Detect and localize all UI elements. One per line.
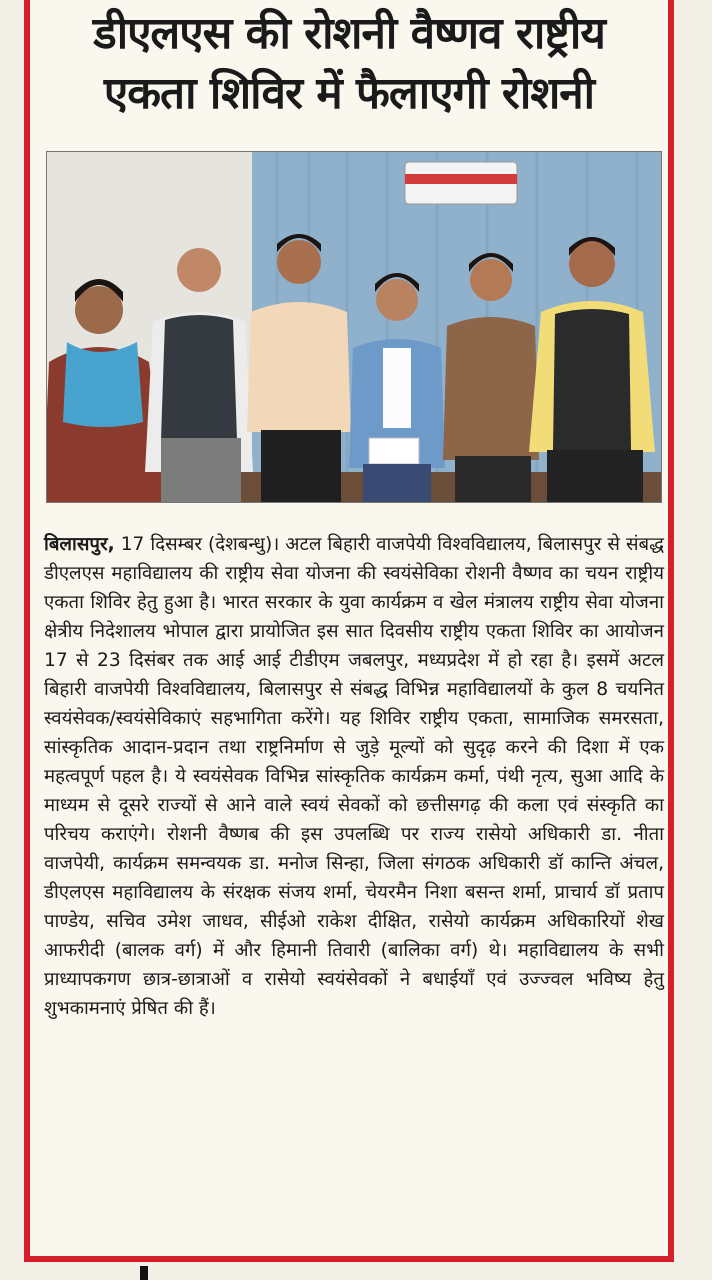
next-article-fragment (140, 1266, 148, 1280)
article-text: 17 दिसम्बर (देशबन्धु)। अटल बिहारी वाजपेयी विश्वविद्यालय, बिलासपुर से संबद्ध डीएलएस महाविद्यालय की राष्ट्रीय सेवा योजना की स्वयंसेविका रोशनी वैष्णव का चयन राष्ट्रीय एकता शिविर हेतु हुआ है। भारत सरकार के युवा कार्यक्रम व खेल मंत्रालय राष्ट्रीय सेवा योजना क्षेत्रीय निदेशालय भोपाल द्वारा प्रायोजित इस सात दिवसीय राष्ट्रीय एकता शिविर का आयोजन 17 से 23 दिसंबर तक आई आई टीडीएम जबलपुर, मध्यप्रदेश में हो रहा है। इसमें अटल बिहारी वाजपेयी विश्वविद्यालय, बिलासपुर से संबद्ध विभिन्न महाविद्यालयों के कुल 8 चयनित स्वयंसेवक/स्वयंसेविकाएं सहभागिता करेंगे। यह शिविर राष्ट्रीय एकता, सामाजिक समरसता, सांस्कृतिक आदान-प्रदान तथा राष्ट्रनिर्माण से जुड़े मूल्यों को सुदृढ़ करने की दिशा में एक महत्वपूर्ण पहल है। ये स्वयंसेवक विभिन्न सांस्कृतिक कार्यक्रम कर्मा, पंथी नृत्य, सुआ आदि के माध्यम से दूसरे राज्यों से आने वाले स्वयं सेवकों को छत्तीसगढ़ की कला एवं संस्कृति का परिचय कराएंगे। रोशनी वैष्णब की इस उपलब्धि पर राज्य रासेयो अधिकारी डा. नीता वाजपेयी, कार्यक्रम समन्वयक डा. मनोज सिन्हा, जिला संगठक अधिकारी डॉ कान्ति अंचल, डीएलएस महाविद्यालय के संरक्षक संजय शर्मा, चेयरमैन निशा बसन्त शर्मा, प्राचार्य डॉ प्रताप पाण्डेय, सचिव उमेश जाधव, सीईओ राकेश दीक्षित, रासेयो कार्यक्रम अधिकारियों शेख आफरीदी (बालक वर्ग) में और हिमानी तिवारी (बालिका वर्ग) थे। महाविद्यालय के सभी प्राध्यापकगण छात्र-छात्राओं व रासेयो स्वयंसेवकों ने बधाईयाँ एवं उज्ज्वल भविष्य हेतु शुभकामनाएं प्रेषित की हैं। (44, 533, 664, 1019)
group-photo-illustration (47, 152, 661, 502)
article-body (44, 530, 664, 1023)
dateline: बिलासपुर, (44, 533, 115, 555)
headline (36, 4, 662, 124)
group-photo (46, 151, 662, 503)
headline-line-1: डीएलएस की रोशनी वैष्णव राष्ट्रीय (93, 8, 605, 59)
newspaper-clipping (24, 0, 674, 1262)
headline-line-2: एकता शिविर में फैलाएगी रोशनी (103, 68, 595, 119)
